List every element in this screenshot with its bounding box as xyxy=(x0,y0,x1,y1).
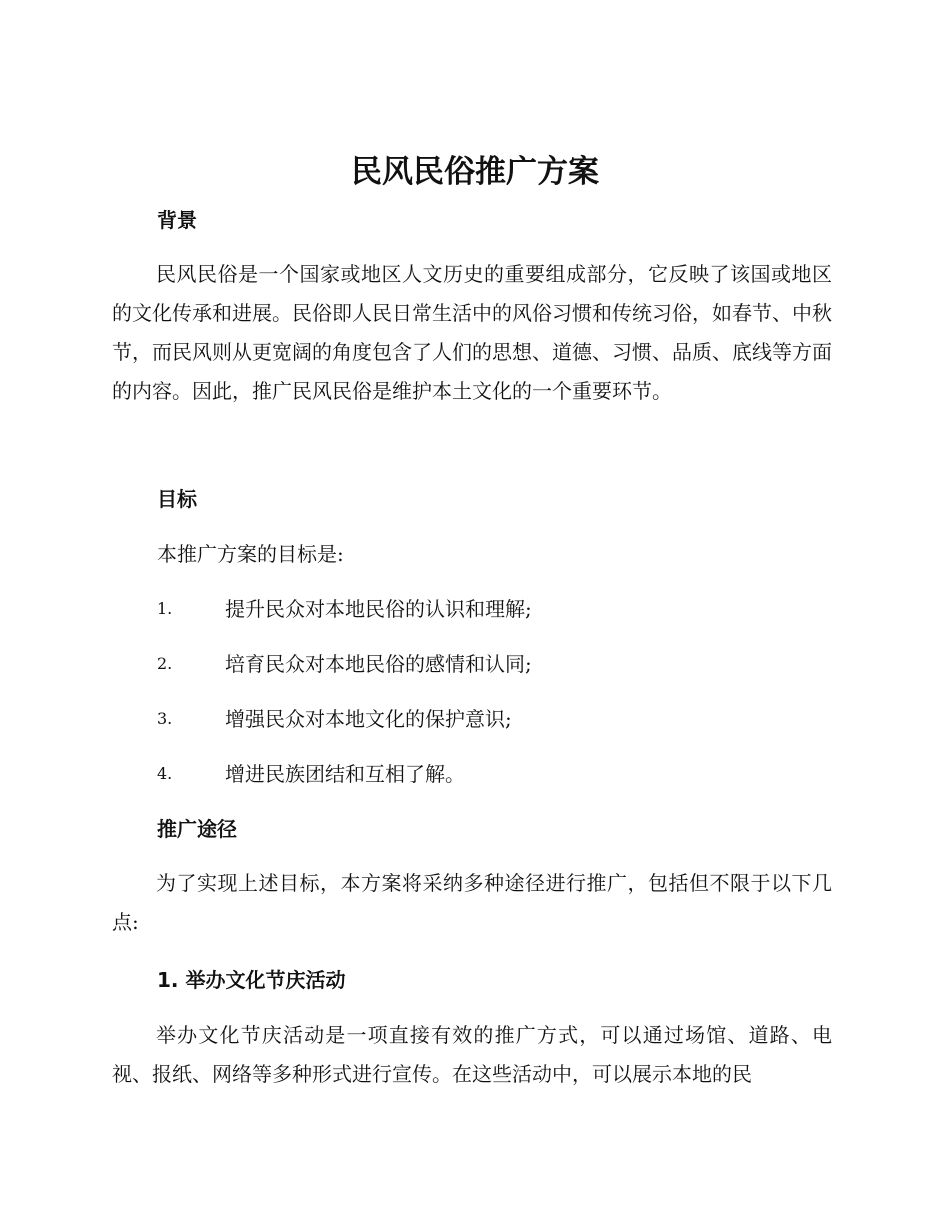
channels-paragraph: 为了实现上述目标，本方案将采纳多种途径进行推广，包括但不限于以下几点: xyxy=(112,871,832,934)
section-heading-channels: 推广途径 xyxy=(157,817,237,841)
festival-paragraph: 举办文化节庆活动是一项直接有效的推广方式，可以通过场馆、道路、电视、报纸、网络等多种形式进行宣传。在这些活动中，可以展示本地的民 xyxy=(112,1023,832,1086)
goal-list-item xyxy=(157,759,837,789)
goal-list-item xyxy=(157,704,837,734)
goal-list-item xyxy=(157,649,837,679)
list-item-text: 增进民族团结和互相了解。 xyxy=(225,762,465,786)
section-heading-goals: 目标 xyxy=(157,487,197,511)
section-heading-background: 背景 xyxy=(157,208,197,232)
list-item-text: 培育民众对本地民俗的感情和认同; xyxy=(225,652,532,676)
list-item-number: 4. xyxy=(157,764,173,783)
list-item-number: 3. xyxy=(157,709,173,728)
list-item-text: 增强民众对本地文化的保护意识; xyxy=(225,707,512,731)
document-title: 民风民俗推广方案 xyxy=(351,154,599,190)
list-item-text: 提升民众对本地民俗的认识和理解; xyxy=(225,597,532,621)
goal-list-item xyxy=(157,594,837,624)
list-item-number: 1. xyxy=(157,599,173,618)
goals-intro: 本推广方案的目标是: xyxy=(157,542,344,566)
subsection-heading-festival: 1. 举办文化节庆活动 xyxy=(157,968,346,992)
background-paragraph: 民风民俗是一个国家或地区人文历史的重要组成部分，它反映了该国或地区的文化传承和进展。民俗即人民日常生活中的风俗习惯和传统习俗，如春节、中秋节，而民风则从更宽阔的角度包含了人们的思想、道德、习惯、品质、底线等方面的内容。因此，推广民风民俗是维护本土文化的一个重要环节。 xyxy=(112,262,832,403)
list-item-number: 2. xyxy=(157,654,173,673)
